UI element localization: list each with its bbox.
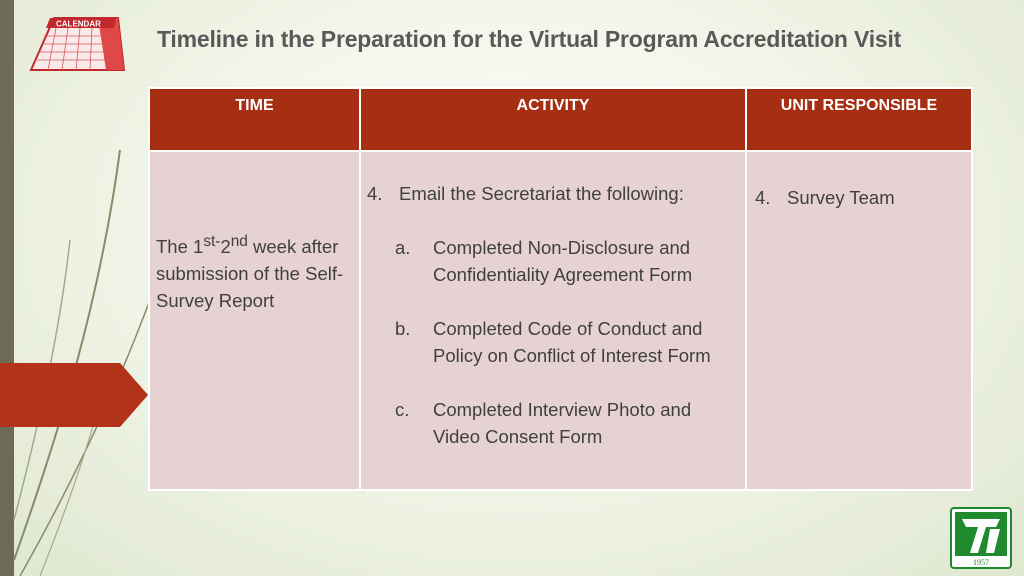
- activity-heading-text: Email the Secretariat the following:: [399, 183, 684, 204]
- decorative-stems: [0, 0, 160, 576]
- activity-cell: [360, 151, 746, 490]
- time-mid: 2: [220, 236, 231, 258]
- table-header-row: [149, 88, 972, 151]
- time-prefix: The 1: [156, 236, 204, 258]
- page-title: Timeline in the Preparation for the Virtual Program Accreditation Visit: [157, 26, 902, 52]
- timeline-table: [148, 87, 973, 491]
- activity-block: [361, 152, 745, 450]
- time-cell: [149, 151, 360, 490]
- item-text: Completed Non-Disclosure and Confidentiality Agreement Form: [433, 237, 693, 285]
- list-item: [395, 315, 737, 369]
- university-logo: [950, 507, 1012, 569]
- item-letter: b.: [395, 318, 411, 339]
- unit-cell: [746, 151, 972, 490]
- logo-year: 1957: [973, 558, 989, 567]
- activity-heading: [367, 180, 737, 207]
- time-sup-1: st-: [203, 233, 221, 250]
- item-letter: a.: [395, 237, 411, 258]
- time-text: [150, 152, 359, 314]
- header-time: TIME: [149, 88, 360, 151]
- unit-number: 4.: [755, 187, 771, 208]
- header-unit-responsible: UNIT RESPONSIBLE: [746, 88, 972, 151]
- time-suffix: week after submission of the Self-Survey Report: [156, 236, 344, 312]
- unit-block: [747, 152, 971, 211]
- time-sup-2: nd: [230, 233, 248, 250]
- header-activity: ACTIVITY: [360, 88, 746, 151]
- red-arrow-tab: [0, 363, 120, 427]
- calendar-icon: [26, 12, 126, 74]
- table-row: [149, 151, 972, 490]
- calendar-label: CALENDAR: [56, 19, 101, 29]
- activity-number: 4.: [367, 183, 383, 204]
- list-item: [395, 234, 737, 288]
- item-text: Completed Code of Conduct and Policy on Conflict of Interest Form: [433, 318, 711, 366]
- unit-text: Survey Team: [787, 187, 895, 208]
- item-letter: c.: [395, 399, 410, 420]
- item-text: Completed Interview Photo and Video Consent Form: [433, 399, 692, 447]
- list-item: [395, 396, 737, 450]
